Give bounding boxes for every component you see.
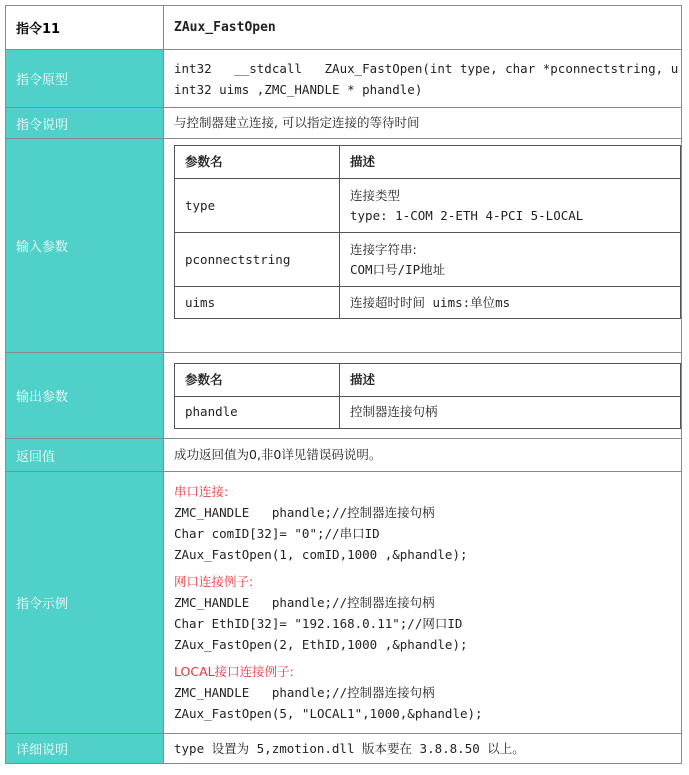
inputs-table [174,145,681,319]
param-desc-line: 连接字符串: [350,241,417,257]
table-row [175,287,681,319]
prototype-value [164,50,682,108]
serial-example-title: 串口连接: [174,484,229,499]
outputs-col-desc: 描述 [340,363,681,396]
description-label: 指令说明 [6,108,164,139]
param-name: type [175,179,340,233]
table-row [175,396,681,428]
param-desc: 连接超时时间 uims:单位ms [340,287,681,319]
outputs-cell [164,353,682,439]
inputs-row [6,139,682,353]
param-name: pconnectstring [175,233,340,287]
param-desc [340,233,681,287]
outputs-col-name: 参数名 [175,363,340,396]
returns-text: 成功返回值为0,非0详见错误码说明。 [164,439,682,472]
code-line: ZAux_FastOpen(2, EthID,1000 ,&phandle); [174,637,468,652]
code-line: Char EthID[32]= "192.168.0.11";//网口ID [174,616,463,631]
code-line: ZAux_FastOpen(1, comID,1000 ,&phandle); [174,547,468,562]
details-row [6,734,682,764]
param-name: uims [175,287,340,319]
outputs-table [174,363,681,429]
outputs-label: 输出参数 [6,353,164,439]
api-doc [5,5,682,764]
command-table [5,5,682,764]
param-desc-line: COM口号/IP地址 [350,261,446,277]
header-row [6,6,682,50]
param-desc-line: 连接类型 [350,187,401,203]
description-row [6,108,682,139]
command-number-label: 指令11 [6,6,164,50]
inputs-col-name: 参数名 [175,146,340,179]
param-desc-line: type: 1-COM 2-ETH 4-PCI 5-LOCAL [350,207,584,223]
inputs-header-row [175,146,681,179]
code-line: ZAux_FastOpen(5, "LOCAL1",1000,&phandle); [174,706,483,721]
example-row [6,472,682,734]
returns-row [6,439,682,472]
code-line: ZMC_HANDLE phandle;//控制器连接句柄 [174,505,435,520]
local-example-title: LOCAL接口连接例子: [174,664,294,679]
code-line: Char comID[32]= "0";//串口ID [174,526,380,541]
net-example-title: 网口连接例子: [174,574,254,589]
example-label: 指令示例 [6,472,164,734]
description-text: 与控制器建立连接, 可以指定连接的等待时间 [164,108,682,139]
param-name: phandle [175,396,340,428]
details-text: type 设置为 5,zmotion.dll 版本要在 3.8.8.50 以上。 [164,734,682,764]
prototype-line-1: int32 __stdcall ZAux_FastOpen(int type, char *pconnectstring, u [174,60,679,76]
table-row [175,179,681,233]
returns-label: 返回值 [6,439,164,472]
prototype-line-2: int32 uims ,ZMC_HANDLE * phandle) [174,81,423,97]
outputs-row [6,353,682,439]
details-label: 详细说明 [6,734,164,764]
inputs-col-desc: 描述 [340,146,681,179]
prototype-label: 指令原型 [6,50,164,108]
command-name: ZAux_FastOpen [164,6,682,50]
code-line: ZMC_HANDLE phandle;//控制器连接句柄 [174,685,435,700]
outputs-header-row [175,363,681,396]
code-line: ZMC_HANDLE phandle;//控制器连接句柄 [174,595,435,610]
inputs-cell [164,139,682,353]
prototype-row [6,50,682,108]
table-row [175,233,681,287]
param-desc: 控制器连接句柄 [340,396,681,428]
param-desc [340,179,681,233]
example-cell [164,472,682,734]
inputs-label: 输入参数 [6,139,164,353]
